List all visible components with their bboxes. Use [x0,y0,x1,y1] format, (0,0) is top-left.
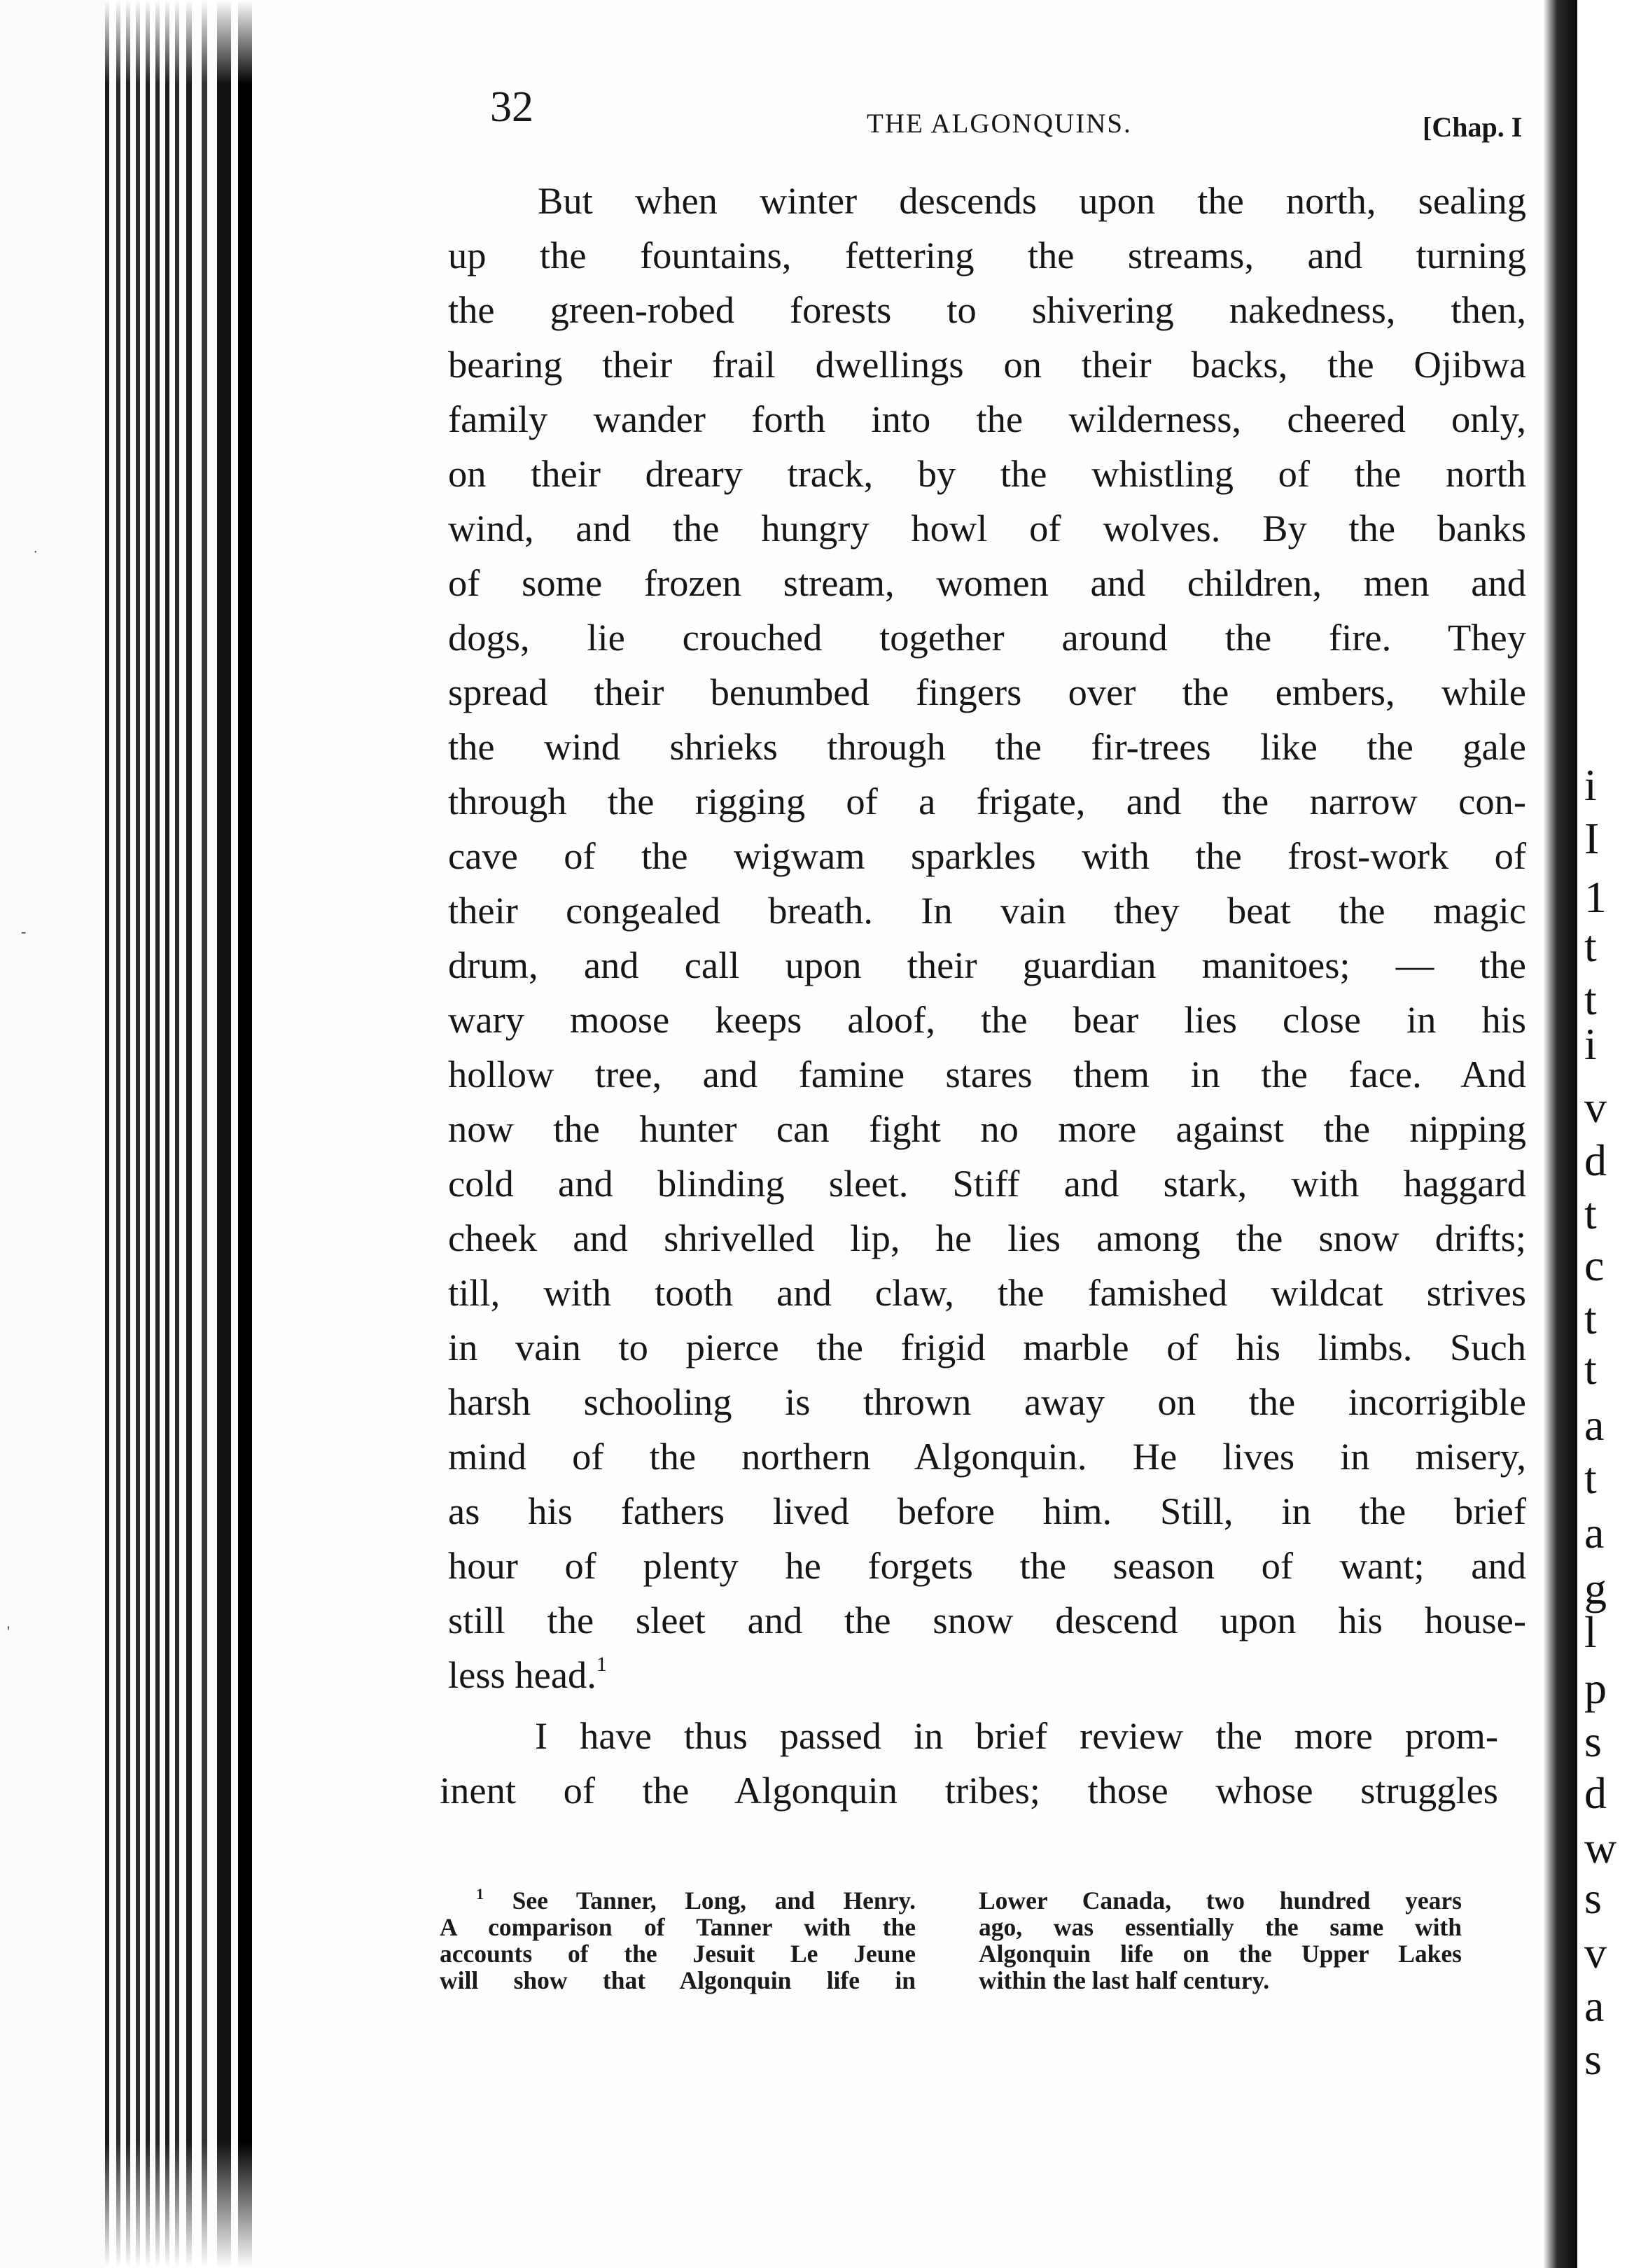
running-title: THE ALGONQUINS. [867,108,1132,139]
footnote-line: within the last half century. [979,1966,1270,1994]
text-line: spread their benumbed fingers over the embers, while [448,671,1526,713]
text-line: bearing their frail dwellings on their backs, the Ojibwa [448,343,1526,386]
text-line: their congealed breath. In vain they beat the magic [448,889,1526,932]
facing-page-letter: v [1584,1928,1607,1977]
book-binding-edge [0,0,252,2268]
text-line: of some frozen stream, women and children, men and [448,561,1526,604]
facing-page-letter: 1 [1584,872,1607,922]
text-line: cave of the wigwam sparkles with the frost-work of [448,834,1526,877]
footnote-marker: 1 [476,1885,484,1903]
footnote-line [440,1887,916,1914]
text-line: as his fathers lived before him. Still, in the brief [448,1490,1526,1532]
facing-page-letter: t [1584,1294,1597,1343]
facing-page-letter: I [1584,813,1600,863]
facing-page-letter: t [1584,1189,1597,1238]
facing-page-letter: a [1584,1981,1605,2031]
text-line: on their dreary track, by the whistling of the north [448,452,1526,495]
text-line: cheek and shrivelled lip, he lies among the snow drifts; [448,1217,1526,1259]
footnote-column-right [979,1887,1462,1994]
scan-speck: - [21,923,27,940]
facing-page-edge [1577,0,1627,2268]
facing-page-letter: p [1584,1663,1607,1713]
text-line: hollow tree, and famine stares them in the face. And [448,1053,1526,1096]
text-line: in vain to pierce the frigid marble of his limbs. Such [448,1326,1526,1368]
text-line: mind of the northern Algonquin. He lives in misery, [448,1435,1526,1478]
facing-page-letter: t [1584,921,1597,971]
footnote-line: ago, was essentially the same with [979,1913,1462,1941]
facing-page-letter: t [1584,1453,1597,1503]
text-line: hour of plenty he forgets the season of want; and [448,1544,1526,1587]
paragraph-1 [448,174,1526,1702]
text-line [448,1648,1526,1702]
facing-page-letter: v [1584,1082,1607,1132]
facing-page-letter: c [1584,1240,1605,1290]
facing-page-letter: t [1584,974,1597,1024]
text-line: I have thus passed in brief review the more prom- [535,1714,1498,1757]
text-line: now the hunter can fight no more against the nipping [448,1107,1526,1150]
scan-speck: ' [7,1623,10,1640]
text-line: wind, and the hungry howl of wolves. By the banks [448,507,1526,550]
facing-page-letter: l [1584,1607,1597,1657]
facing-page-letter: a [1584,1400,1605,1450]
facing-page-letter: a [1584,1508,1605,1558]
text-line: up the fountains, fettering the streams, and turning [448,234,1526,276]
page-gutter [1544,0,1577,2268]
text-line: drum, and call upon their guardian manitoes; — the [448,944,1526,986]
footnote-line: accounts of the Jesuit Le Jeune [440,1940,916,1968]
chapter-marker: [Chap. I [1423,111,1523,143]
facing-page-letter: w [1584,1823,1617,1872]
text-line: inent of the Algonquin tribes; those whose struggles [440,1769,1498,1812]
text-line: dogs, lie crouched together around the fire. They [448,616,1526,659]
facing-page-letter: s [1584,1873,1602,1923]
footnote-reference: 1 [596,1653,607,1676]
text-line: still the sleet and the snow descend upon his house- [448,1599,1526,1642]
facing-page-letter: t [1584,1344,1597,1394]
text-line: till, with tooth and claw, the famished wildcat strives [448,1271,1526,1314]
footnote-block [440,1887,1498,2041]
facing-page-letter: d [1584,1768,1607,1818]
binding-shadow-bottom [105,2142,252,2268]
text-line: cold and blinding sleet. Stiff and stark, with haggard [448,1162,1526,1205]
running-head [490,83,1540,153]
text-line: harsh schooling is thrown away on the incorrigible [448,1380,1526,1423]
scan-speck: ˙ [33,547,39,565]
footnote-line: A comparison of Tanner with the [440,1913,916,1941]
facing-page-letter: s [1584,1716,1602,1766]
footnote-line: Algonquin life on the Upper Lakes [979,1940,1462,1968]
binding-shadow-top [105,0,252,84]
text-line: the green-robed forests to shivering nakedness, then, [448,288,1526,331]
facing-page-letter: g [1584,1564,1607,1614]
footnote-line-text: See Tanner, Long, and Henry. [512,1886,916,1914]
page-number: 32 [490,83,533,131]
facing-page-letter: s [1584,2034,1602,2084]
text-line-content: less head. [448,1653,596,1696]
text-line: the wind shrieks through the fir-trees like the gale [448,725,1526,768]
facing-page-letter: d [1584,1135,1607,1185]
text-line: family wander forth into the wilderness, cheered only, [448,398,1526,440]
footnote-line: will show that Algonquin life in [440,1966,916,1994]
footnote-column-left [440,1887,916,1994]
facing-page-letter: i [1584,760,1597,810]
text-line: But when winter descends upon the north, sealing [538,179,1526,222]
footnote-line: Lower Canada, two hundred years [979,1886,1462,1914]
paragraph-2 [440,1709,1498,1818]
facing-page-letter: i [1584,1019,1597,1069]
text-line: through the rigging of a frigate, and the narrow con- [448,780,1526,822]
text-line: wary moose keeps aloof, the bear lies close in his [448,998,1526,1041]
